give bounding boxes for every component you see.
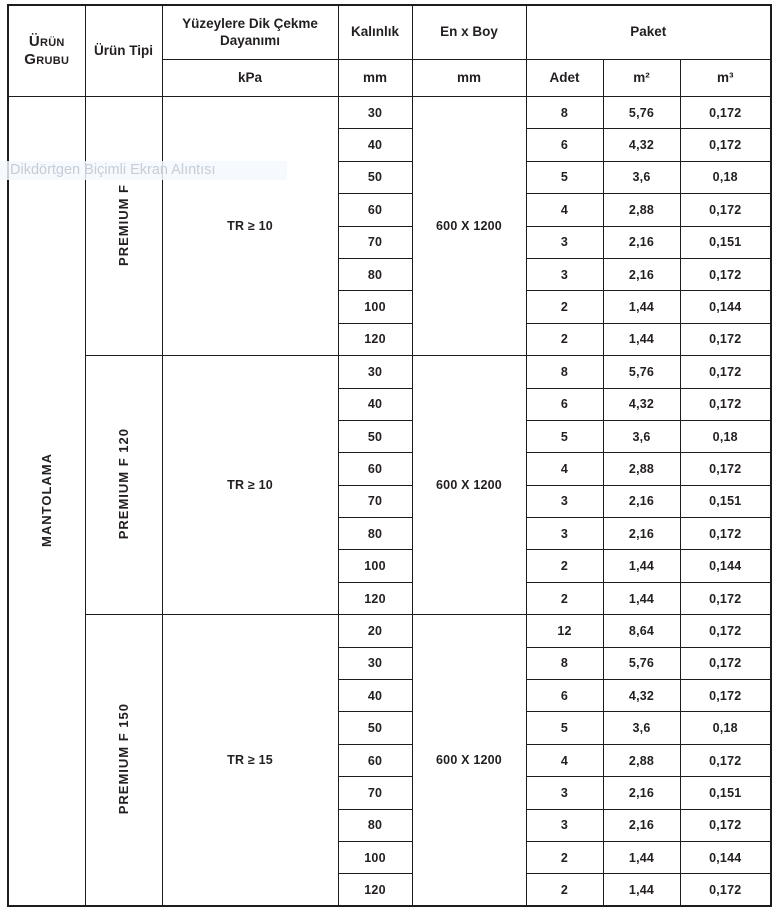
package-m2-cell: 2,16: [603, 777, 680, 809]
table-row: [8, 356, 771, 388]
package-m3-cell: 0,172: [680, 582, 771, 614]
table-body: [8, 97, 771, 907]
package-m2-cell: 2,88: [603, 744, 680, 776]
package-m3-cell: 0,172: [680, 615, 771, 647]
package-m2-cell: 1,44: [603, 323, 680, 355]
header-thickness: Kalınlık: [338, 5, 412, 60]
package-count-cell: 3: [526, 809, 603, 841]
package-m2-cell: 1,44: [603, 841, 680, 873]
thickness-cell: 30: [338, 356, 412, 388]
package-m3-cell: 0,151: [680, 226, 771, 258]
package-m2-cell: 3,6: [603, 712, 680, 744]
strength-cell: TR ≥ 15: [162, 615, 338, 907]
package-count-cell: 12: [526, 615, 603, 647]
package-count-cell: 8: [526, 647, 603, 679]
product-type-cell-label: PREMIUM F 120: [116, 428, 131, 540]
package-m2-cell: 2,16: [603, 258, 680, 290]
package-m2-cell: 8,64: [603, 615, 680, 647]
thickness-cell: 60: [338, 453, 412, 485]
package-m3-cell: 0,172: [680, 680, 771, 712]
package-count-cell: 2: [526, 323, 603, 355]
package-m2-cell: 3,6: [603, 161, 680, 193]
product-group-cell-label: MANTOLAMA: [39, 452, 55, 547]
package-count-cell: 2: [526, 550, 603, 582]
header-size-unit: mm: [412, 60, 526, 97]
header-strength-unit: kPa: [162, 60, 338, 97]
package-m2-cell: 1,44: [603, 550, 680, 582]
package-m2-cell: 5,76: [603, 356, 680, 388]
package-m3-cell: 0,172: [680, 874, 771, 906]
product-type-cell-label: PREMIUM F 150: [116, 703, 131, 815]
header-product-group: Ürün Grubu: [8, 5, 85, 97]
header-size: En x Boy: [412, 5, 526, 60]
package-m2-cell: 4,32: [603, 388, 680, 420]
package-count-cell: 5: [526, 420, 603, 452]
package-m3-cell: 0,151: [680, 777, 771, 809]
package-m2-cell: 5,76: [603, 97, 680, 129]
package-count-cell: 3: [526, 226, 603, 258]
thickness-cell: 50: [338, 420, 412, 452]
package-count-cell: 8: [526, 356, 603, 388]
header-strength: Yüzeylere Dik Çekme Dayanımı: [162, 5, 338, 60]
thickness-cell: 120: [338, 582, 412, 614]
package-count-cell: 2: [526, 874, 603, 906]
thickness-cell: 40: [338, 129, 412, 161]
thickness-cell: 120: [338, 323, 412, 355]
package-count-cell: 4: [526, 744, 603, 776]
header-package: Paket: [526, 5, 771, 60]
header-package-m3: m³: [680, 60, 771, 97]
thickness-cell: 40: [338, 388, 412, 420]
package-count-cell: 8: [526, 97, 603, 129]
thickness-cell: 20: [338, 615, 412, 647]
package-m2-cell: 4,32: [603, 129, 680, 161]
product-group-cell: [8, 97, 85, 907]
package-m2-cell: 1,44: [603, 582, 680, 614]
package-m3-cell: 0,172: [680, 453, 771, 485]
package-m3-cell: 0,172: [680, 97, 771, 129]
package-m2-cell: 1,44: [603, 874, 680, 906]
package-m3-cell: 0,172: [680, 194, 771, 226]
package-m2-cell: 1,44: [603, 291, 680, 323]
package-count-cell: 5: [526, 712, 603, 744]
product-type-cell: [85, 97, 162, 356]
size-cell: 600 X 1200: [412, 97, 526, 356]
header-product-type: Ürün Tipi: [85, 5, 162, 97]
package-count-cell: 3: [526, 258, 603, 290]
thickness-cell: 60: [338, 194, 412, 226]
table-row: [8, 615, 771, 647]
package-count-cell: 4: [526, 194, 603, 226]
package-m3-cell: 0,144: [680, 291, 771, 323]
package-m2-cell: 4,32: [603, 680, 680, 712]
strength-cell: TR ≥ 10: [162, 356, 338, 615]
package-m2-cell: 2,16: [603, 226, 680, 258]
package-m2-cell: 3,6: [603, 420, 680, 452]
product-spec-table: [7, 4, 772, 907]
package-count-cell: 2: [526, 291, 603, 323]
package-m2-cell: 2,16: [603, 809, 680, 841]
thickness-cell: 50: [338, 161, 412, 193]
package-count-cell: 3: [526, 485, 603, 517]
thickness-cell: 100: [338, 291, 412, 323]
package-count-cell: 6: [526, 680, 603, 712]
package-count-cell: 3: [526, 777, 603, 809]
package-m3-cell: 0,172: [680, 129, 771, 161]
package-m3-cell: 0,172: [680, 518, 771, 550]
package-m3-cell: 0,172: [680, 647, 771, 679]
thickness-cell: 100: [338, 550, 412, 582]
thickness-cell: 70: [338, 226, 412, 258]
package-m3-cell: 0,172: [680, 356, 771, 388]
package-m2-cell: 2,16: [603, 518, 680, 550]
thickness-cell: 60: [338, 744, 412, 776]
package-m2-cell: 2,88: [603, 194, 680, 226]
package-m2-cell: 2,88: [603, 453, 680, 485]
product-type-cell: [85, 356, 162, 615]
package-m3-cell: 0,172: [680, 388, 771, 420]
thickness-cell: 50: [338, 712, 412, 744]
package-m3-cell: 0,172: [680, 323, 771, 355]
thickness-cell: 120: [338, 874, 412, 906]
header-package-m2: m²: [603, 60, 680, 97]
product-type-cell-label: PREMIUM F: [116, 183, 131, 266]
package-count-cell: 6: [526, 129, 603, 161]
package-m2-cell: 5,76: [603, 647, 680, 679]
package-count-cell: 2: [526, 841, 603, 873]
package-m3-cell: 0,172: [680, 744, 771, 776]
product-type-cell: [85, 615, 162, 907]
strength-cell: TR ≥ 10: [162, 97, 338, 356]
package-m3-cell: 0,144: [680, 550, 771, 582]
thickness-cell: 70: [338, 777, 412, 809]
package-count-cell: 4: [526, 453, 603, 485]
table-row: [8, 97, 771, 129]
package-count-cell: 2: [526, 582, 603, 614]
header-package-count: Adet: [526, 60, 603, 97]
thickness-cell: 40: [338, 680, 412, 712]
thickness-cell: 30: [338, 647, 412, 679]
package-count-cell: 3: [526, 518, 603, 550]
thickness-cell: 70: [338, 485, 412, 517]
package-m3-cell: 0,172: [680, 258, 771, 290]
screen-clipping-label: Dikdörtgen Biçimli Ekran Alıntısı: [10, 162, 216, 178]
package-m3-cell: 0,18: [680, 161, 771, 193]
package-count-cell: 6: [526, 388, 603, 420]
thickness-cell: 80: [338, 809, 412, 841]
thickness-cell: 100: [338, 841, 412, 873]
thickness-cell: 30: [338, 97, 412, 129]
header-thickness-unit: mm: [338, 60, 412, 97]
package-m3-cell: 0,144: [680, 841, 771, 873]
package-m3-cell: 0,18: [680, 712, 771, 744]
table-header: [8, 5, 771, 97]
size-cell: 600 X 1200: [412, 615, 526, 907]
thickness-cell: 80: [338, 518, 412, 550]
package-m2-cell: 2,16: [603, 485, 680, 517]
package-m3-cell: 0,18: [680, 420, 771, 452]
package-count-cell: 5: [526, 161, 603, 193]
size-cell: 600 X 1200: [412, 356, 526, 615]
thickness-cell: 80: [338, 258, 412, 290]
package-m3-cell: 0,172: [680, 809, 771, 841]
package-m3-cell: 0,151: [680, 485, 771, 517]
